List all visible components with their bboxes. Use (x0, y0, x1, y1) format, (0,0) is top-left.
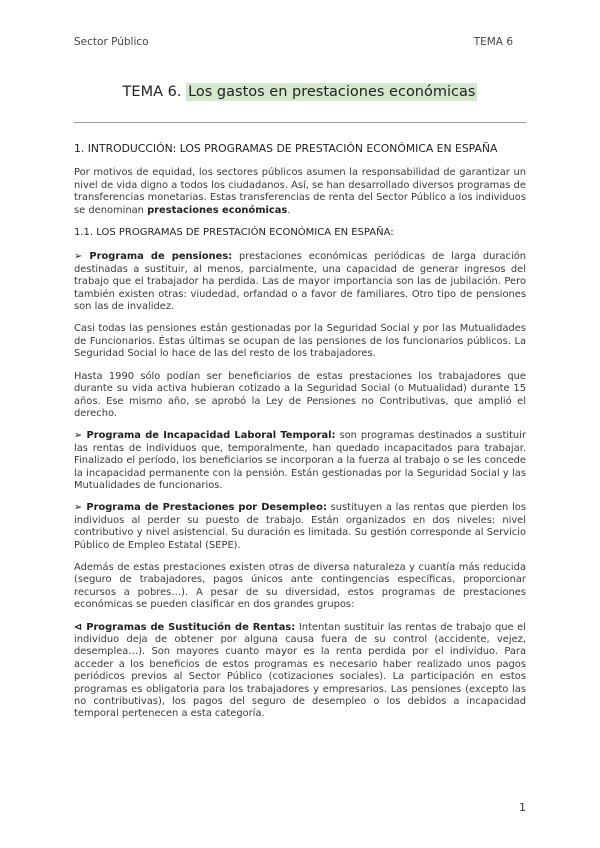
pensiones-text: prestaciones económicas periódicas de larga duración destinadas a sustituir, al menos, parcialmente, una capacidad de generar ingresos del trabajo que el trabajador ha perdida. Las de mayor importancia son las de jubilación. Pero también existen otras: viudedad, orfandad o a favor de familiares. Otro tipo de pensiones son las de invalidez. (74, 251, 526, 313)
page-number: 1 (519, 801, 526, 814)
header-left: Sector Público (74, 36, 149, 48)
section-1-heading-bold: 1. INTRODUCCIÓN: (74, 142, 177, 155)
title-divider (74, 122, 526, 123)
desempleo-label: ➢ Programa de Prestaciones por Desempleo: (74, 502, 327, 514)
intro-paragraph (74, 167, 526, 217)
ilt-text: son programas destinados a sustituir las rentas de individuos que, temporalmente, han quedado incapacitados para trabajar. Finalizado el período, los beneficiarios se incorporan a la fuerza al trabajo o se les concede la incapacidad permanente con la pensión. Están gestionadas por la Seguridad Social y las Mutualidades de funcionarios. (74, 430, 526, 491)
section-1-heading (74, 143, 526, 155)
ademas-paragraph: Además de estas prestaciones existen otras de diversa naturaleza y cuantía más reducida (seguro de trabajadores, pagos únicos ante contingencias específicas, proporcionar recursos a pobres…). A pesar de su diversidad, estos programas de prestaciones económicas se pueden clasificar en dos grandes grupos: (74, 561, 526, 611)
title-highlight: Los gastos en prestaciones económicas (188, 84, 476, 100)
desempleo-text: sustituyen a las rentas que pierden los individuos al perder su puesto de trabajo. Están organizados en dos niveles: nivel contributivo y nivel asistencial. Su duración es limitada. Su gestión corresponde al Servicio Público de Empleo Estatal (SEPE). (74, 502, 526, 551)
intro-end: . (287, 204, 291, 216)
document-body (74, 143, 526, 731)
desempleo-paragraph (74, 502, 526, 552)
sustitucion-label: ⊲ Programas de Sustitución de Rentas: (74, 621, 296, 633)
ilt-paragraph (74, 430, 526, 492)
intro-bold-term: prestaciones económicas (147, 204, 288, 216)
page-title (0, 84, 600, 100)
section-1-heading-rest: LOS PROGRAMAS DE PRESTACIÓN ECONÓMICA EN ESPAÑA (176, 142, 498, 155)
ilt-label: ➢ Programa de Incapacidad Laboral Temporal: (74, 430, 336, 442)
sustitucion-text: Intentan sustituir las rentas de trabajo que el individuo deja de obtener por alguna causa fuera de su control (accidente, vejez, desemplea…). Son mayores cuanto mayor es la renta perdida por el individuo. Para acceder a los beneficios de estos programas es necesario haber realizado unos pagos periódicos previos al Sector Público (cotizaciones sociales). La participación en estos programas es obligatoria para los trabajadores y empresarios. Las pensiones (excepto las no contributivas), los pagos del seguro de desempleo o los debidos a incapacidad temporal pertenecen a esta categoría. (74, 621, 527, 720)
pensiones-label: ➢ Programa de pensiones: (74, 251, 233, 263)
hasta-1990-paragraph: Hasta 1990 sólo podían ser beneficiarios de estas prestaciones los trabajadores que durante su vida activa hubieran cotizado a la Seguridad Social (o Mutualidad) durante 15 años. Ese mismo año, se aprobó la Ley de Pensiones no Contributivas, que amplió el derecho. (74, 370, 526, 419)
pensiones-paragraph (74, 251, 526, 313)
intro-text: Por motivos de equidad, los sectores públicos asumen la responsabilidad de garantizar un nivel de vida digno a todos los ciudadanos. Así, se han desarrollado diversos programas de transferencias monetarias. Estas transferencias de renta del Sector Público a los individuos se denominan (74, 167, 526, 216)
title-prefix: TEMA 6. (122, 84, 182, 100)
section-1-1-heading: 1.1. LOS PROGRAMAS DE PRESTACIÓN ECONÓMICA EN ESPAÑA: (74, 227, 394, 239)
header-right: TEMA 6 (473, 36, 513, 48)
sustitucion-paragraph (74, 622, 526, 721)
gestion-paragraph: Casi todas las pensiones están gestionadas por la Seguridad Social y por las Mutualidades de Funcionarios. Éstas últimas se ocupan de las pensiones de los funcionarios públicos. La Seguridad Social lo hace de las del resto de los trabajadores. (74, 323, 526, 360)
